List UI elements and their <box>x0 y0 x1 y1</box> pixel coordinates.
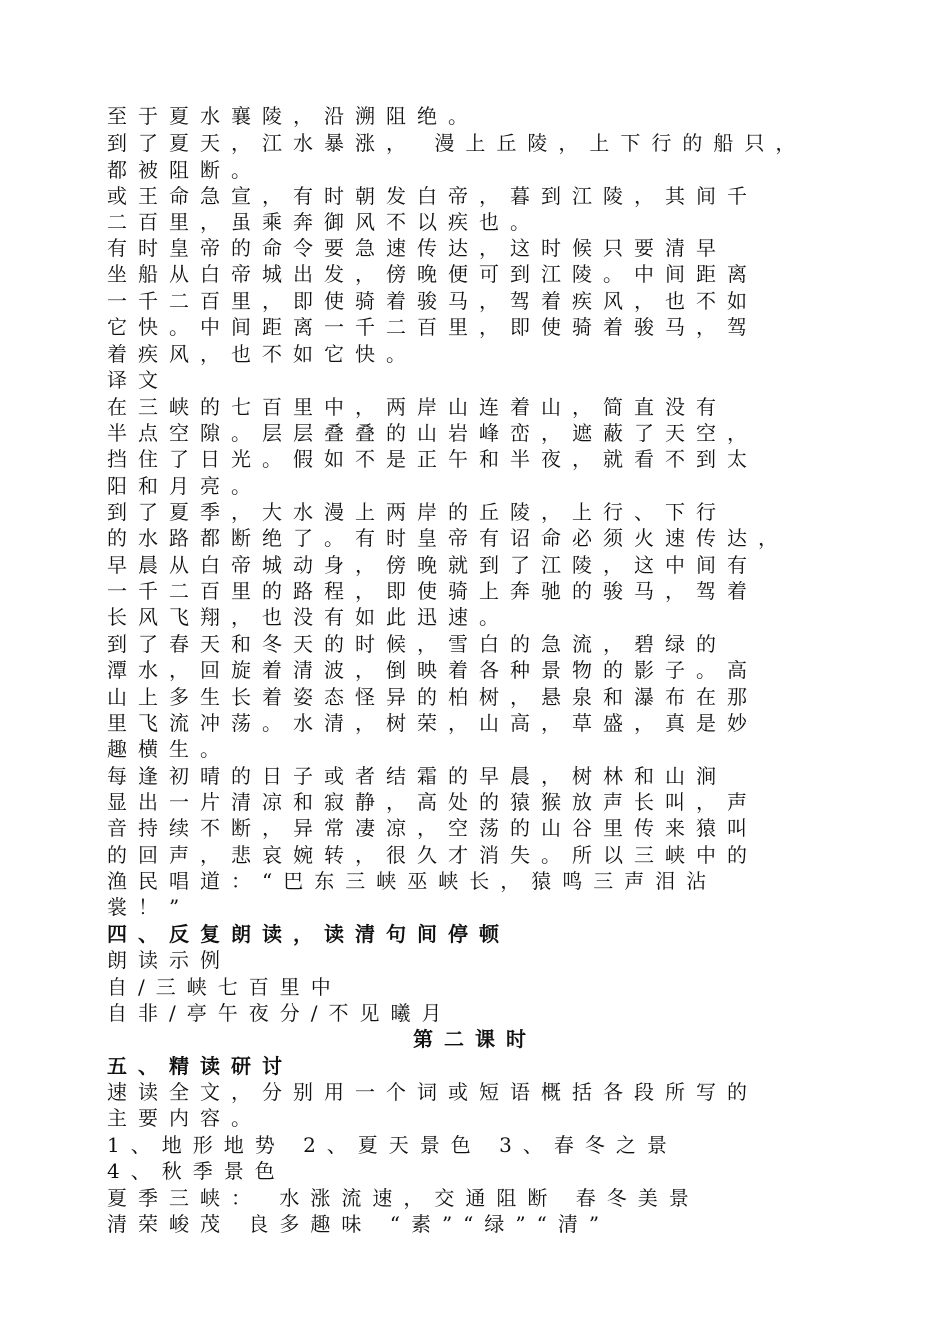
text-line: 夏季三峡： 水涨流速，交通阻断 春冬美景 <box>107 1186 700 1210</box>
text-line: 裳！” <box>107 895 191 919</box>
text-line: 清荣峻茂 良多趣味 “素”“绿”“清” <box>107 1212 611 1236</box>
text-line: 或王命急宣，有时朝发白帝，暮到江陵，其间千 <box>107 184 758 208</box>
text-line: 挡住了日光。假如不是正午和半夜，就看不到太 <box>107 447 758 471</box>
text-line: 都被阻断。 <box>107 158 262 182</box>
text-line: 到了春天和冬天的时候，雪白的急流，碧绿的 <box>107 632 727 656</box>
text-line: 坐船从白帝城出发，傍晚便可到江陵。中间距离 <box>107 262 758 286</box>
text-line: 的回声，悲哀婉转，很久才消失。所以三峡中的 <box>107 843 758 867</box>
text-line: 一千二百里，即使骑着骏马，驾着疾风，也不如 <box>107 289 758 313</box>
section-heading-4: 四、反复朗读，读清句间停顿 <box>107 922 510 946</box>
text-line: 1、地形地势 2、夏天景色 3、春冬之景 <box>107 1133 678 1157</box>
text-line: 速读全文，分别用一个词或短语概括各段所写的 <box>107 1080 758 1104</box>
text-line: 渔民唱道：“巴东三峡巫峡长，猿鸣三声泪沾 <box>107 869 718 893</box>
lesson-title: 第二课时 <box>413 1027 537 1051</box>
text-line: 至于夏水襄陵，沿溯阻绝。 <box>107 104 479 128</box>
text-line: 主要内容。 <box>107 1106 262 1130</box>
text-line: 着疾风，也不如它快。 <box>107 342 417 366</box>
text-line: 半点空隙。层层叠叠的山岩峰峦，遮蔽了天空， <box>107 421 758 445</box>
text-line: 早晨从白帝城动身，傍晚就到了江陵，这中间有 <box>107 553 758 577</box>
text-line: 趣横生。 <box>107 737 231 761</box>
text-line: 一千二百里的路程，即使骑上奔驰的骏马，驾着 <box>107 579 758 603</box>
section-heading-translation: 译文 <box>107 368 169 392</box>
text-line: 阳和月亮。 <box>107 474 262 498</box>
text-line: 到了夏天，江水暴涨， 漫上丘陵，上下行的船只， <box>107 131 807 155</box>
text-line: 自/三峡七百里中 <box>107 975 342 999</box>
text-line: 长风飞翔，也没有如此迅速。 <box>107 605 510 629</box>
text-line: 在三峡的七百里中，两岸山连着山，简直没有 <box>107 395 727 419</box>
text-line: 音持续不断，异常凄凉，空荡的山谷里传来猿叫 <box>107 816 758 840</box>
text-line: 山上多生长着姿态怪异的柏树，悬泉和瀑布在那 <box>107 685 758 709</box>
text-line: 二百里，虽乘奔御风不以疾也。 <box>107 210 541 234</box>
text-line: 自非/亭午夜分/不见曦月 <box>107 1001 453 1025</box>
text-line: 潭水，回旋着清波，倒映着各种景物的影子。高 <box>107 658 758 682</box>
text-line: 每逢初晴的日子或者结霜的早晨，树林和山涧 <box>107 764 727 788</box>
text-line: 显出一片清凉和寂静，高处的猿猴放声长叫，声 <box>107 790 758 814</box>
text-line: 的水路都断绝了。有时皇帝有诏命必须火速传达， <box>107 526 789 550</box>
text-line: 它快。中间距离一千二百里，即使骑着骏马，驾 <box>107 315 758 339</box>
text-line: 有时皇帝的命令要急速传达，这时候只要清早 <box>107 236 727 260</box>
text-line: 朗读示例 <box>107 948 231 972</box>
text-line: 4、秋季景色 <box>107 1159 286 1183</box>
text-line: 里飞流冲荡。水清，树荣，山高，草盛，真是妙 <box>107 711 758 735</box>
section-heading-5: 五、精读研讨 <box>107 1054 293 1078</box>
text-line: 到了夏季，大水漫上两岸的丘陵，上行、下行 <box>107 500 727 524</box>
